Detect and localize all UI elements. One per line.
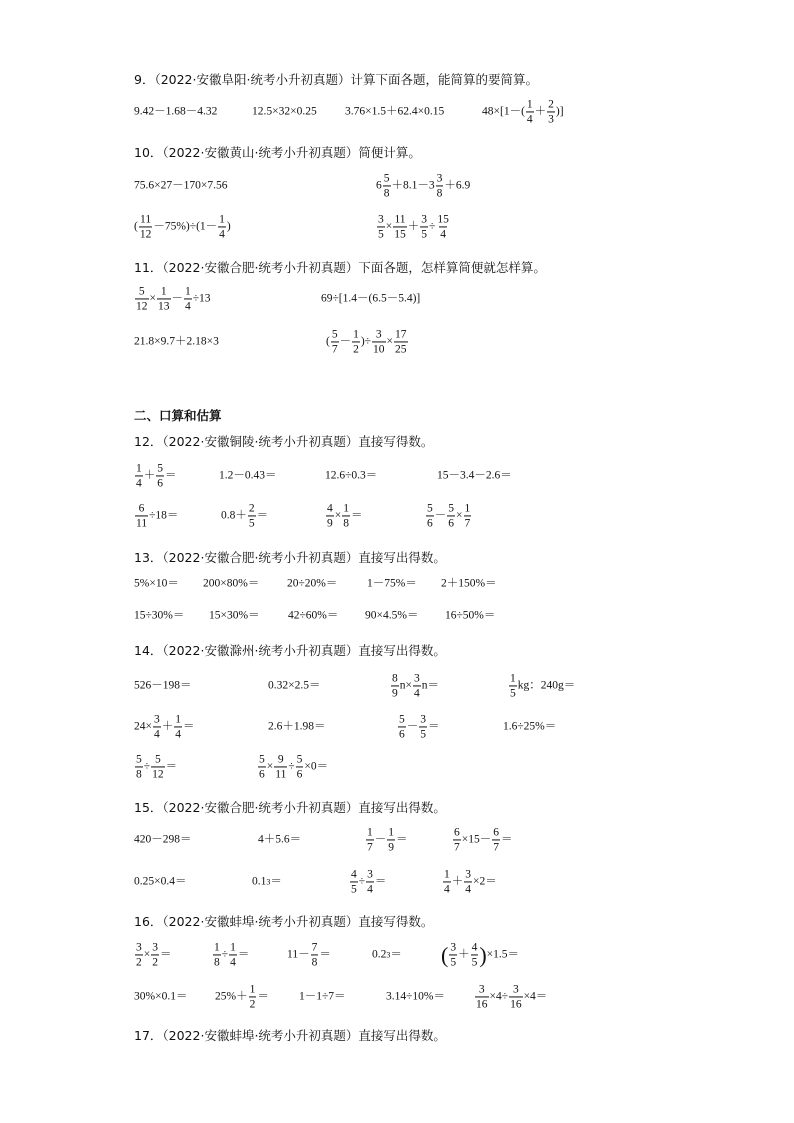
q9-expr-2: 12.5×32×0.25 [252, 105, 317, 118]
q10-expr-1: 75.6×27－170×7.56 [134, 179, 228, 192]
q9-title: 9．（2022·安徽阜阳·统考小升初真题）计算下面各题，能简算的要简算。 [134, 72, 538, 87]
q12-expr-6: 0.8＋ 2 5 ＝ [221, 502, 269, 530]
q16-expr-1: $\frac{3}{2}$ × $\frac{3}{2}$ ＝ [136, 941, 172, 969]
q16-expr-8: 1－1÷7＝ [299, 990, 346, 1003]
section-heading: 二、口算和估算 [134, 408, 222, 423]
q14-row-1 [0, 672, 794, 700]
q10-expr-2: 6 5 8 ＋8.1－3 3 8 ＋6.9 [376, 172, 471, 200]
q16-expr-6: 30%×0.1＝ [134, 990, 188, 1003]
q11-row-2 [0, 328, 794, 356]
q9-expr-4: 48×[1－( 1 4 ＋ 2 3 )] [482, 98, 564, 126]
q15-row-1 [0, 826, 794, 854]
q13-expr-2: 200×80%＝ [203, 577, 260, 590]
q16-expr-5: ( 3 5 ＋ 4 5 ) ×1.5＝ [441, 941, 520, 969]
q14-expr-1: 526－198＝ [134, 679, 192, 692]
q14-expr-3: 8 9 n× $\frac{3}{4}$ n＝ [392, 672, 439, 700]
q11-expr-1: $\frac{5}{12}$ × $\frac{1}{13}$ － $\frac{1}{4}$ ÷13 [136, 285, 211, 313]
q13-expr-7: 15×30%＝ [209, 609, 260, 622]
q13-row-2 [0, 609, 794, 622]
q16-expr-10: $\frac{3}{16}$ ×4÷ $\frac{3}{16}$ ×4＝ [476, 983, 548, 1011]
q9-expressions [0, 98, 794, 126]
fraction: 2 3 [548, 98, 554, 126]
q16-expr-4: 0.2 3 ＝ [372, 948, 402, 961]
q13-expr-10: 16÷50%＝ [445, 609, 496, 622]
q15-title: 15．（2022·安徽合肥·统考小升初真题）直接写出得数。 [134, 800, 446, 815]
q14-row-3 [0, 753, 794, 781]
q14-title: 14．（2022·安徽滁州·统考小升初真题）直接写出得数。 [134, 643, 446, 658]
q10-expr-4: $\frac{3}{5}$ × $\frac{11}{15}$ ＋ $\frac{3}{5}$ ÷ $\frac{15}{4}$ [378, 213, 449, 241]
q16-expr-7: 25%＋ 1 2 ＝ [215, 983, 269, 1011]
q11-expr-3: 21.8×9.7＋2.18×3 [134, 335, 219, 348]
q10-row-1 [0, 172, 794, 200]
q13-expr-3: 20÷20%＝ [287, 577, 338, 590]
q12-expr-7: $\frac{4}{9}$ × $\frac{1}{8}$ ＝ [327, 502, 363, 530]
q17-title: 17．（2022·安徽蚌埠·统考小升初真题）直接写出得数。 [134, 1028, 446, 1043]
q14-expr-8: 1.6÷25%＝ [503, 720, 557, 733]
q12-title: 12．（2022·安徽铜陵·统考小升初真题）直接写得数。 [134, 434, 434, 449]
q16-row-2 [0, 983, 794, 1011]
fraction: 1 4 [526, 98, 533, 126]
q13-expr-9: 90×4.5%＝ [365, 609, 419, 622]
q13-expr-4: 1－75%＝ [367, 577, 417, 590]
q16-expr-3: 11－ 7 8 ＝ [287, 941, 331, 969]
q16-expr-9: 3.14÷10%＝ [386, 990, 446, 1003]
q11-row-1 [0, 285, 794, 313]
q16-title: 16．（2022·安徽蚌埠·统考小升初真题）直接写得数。 [134, 914, 434, 929]
q13-expr-5: 2＋150%＝ [441, 577, 497, 590]
q12-expr-8: 5 6 － $\frac{5}{6}$ × $\frac{1}{7}$ [427, 502, 471, 530]
q10-row-2 [0, 213, 794, 241]
q11-title: 11．（2022·安徽合肥·统考小升初真题）下面各题，怎样算简便就怎样算。 [134, 260, 546, 275]
q16-row-1 [0, 941, 794, 969]
q15-expr-6: 0.1 3 ＝ [252, 875, 282, 888]
q13-expr-1: 5%×10＝ [134, 577, 179, 590]
q9-expr-1: 9.42－1.68－4.32 [134, 105, 218, 118]
q12-expr-2: 1.2－0.43＝ [219, 469, 277, 482]
q10-expr-3: ( 11 12 －75%)÷(1－ 1 4 ) [134, 213, 231, 241]
q15-expr-3: 1 7 － 1 9 ＝ [367, 826, 408, 854]
q13-expr-8: 42÷60%＝ [288, 609, 339, 622]
q15-expr-5: 0.25×0.4＝ [134, 875, 187, 888]
q13-expr-6: 15÷30%＝ [134, 609, 185, 622]
q12-expr-5: $\frac{6}{11}$ ÷18＝ [136, 502, 179, 530]
q10-title: 10．（2022·安徽黄山·统考小升初真题）简便计算。 [134, 145, 421, 160]
q16-expr-2: $\frac{1}{8}$ ÷ $\frac{1}{4}$ ＝ [214, 941, 250, 969]
q15-expr-1: 420－298＝ [134, 833, 192, 846]
q15-expr-7: $\frac{4}{5}$ ÷ $\frac{3}{4}$ ＝ [351, 868, 387, 896]
q14-row-2 [0, 713, 794, 741]
q12-row-1 [0, 462, 794, 490]
q13-row-1 [0, 577, 794, 590]
q15-row-2 [0, 868, 794, 896]
q13-title: 13．（2022·安徽合肥·统考小升初真题）直接写出得数。 [134, 550, 446, 565]
q11-expr-2: 69÷[1.4－(6.5－5.4)] [321, 292, 421, 305]
q11-expr-4: ( 5 7 － 1 2 )÷ $\frac{3}{10}$ × $\frac{17}{25}$ [326, 328, 407, 356]
q12-expr-4: 15－3.4－2.6＝ [437, 469, 512, 482]
q14-expr-5: 24× $\frac{3}{4}$ ＋ 1 4 ＝ [134, 713, 195, 741]
q14-expr-9: $\frac{5}{8}$ ÷ $\frac{5}{12}$ ＝ [136, 753, 178, 781]
q15-expr-8: 1 4 ＋ $\frac{3}{4}$ ×2＝ [444, 868, 497, 896]
q14-expr-2: 0.32×2.5＝ [268, 679, 321, 692]
q15-expr-2: 4＋5.6＝ [258, 833, 302, 846]
q12-expr-1: 1 4 ＋ 5 6 ＝ [136, 462, 177, 490]
q12-row-2 [0, 502, 794, 530]
q15-expr-4: $\frac{6}{7}$ ×15－ 6 7 ＝ [454, 826, 513, 854]
q9-expr-3: 3.76×1.5＋62.4×0.15 [345, 105, 445, 118]
q14-expr-6: 2.6＋1.98＝ [268, 720, 326, 733]
q12-expr-3: 12.6÷0.3＝ [325, 469, 378, 482]
q14-expr-10: $\frac{5}{6}$ × $\frac{9}{11}$ ÷ $\frac{5}{6}$ ×0＝ [259, 753, 329, 781]
q14-expr-7: 5 6 － 3 5 ＝ [399, 713, 440, 741]
q14-expr-4: 1 5 kg：240g＝ [510, 672, 576, 700]
